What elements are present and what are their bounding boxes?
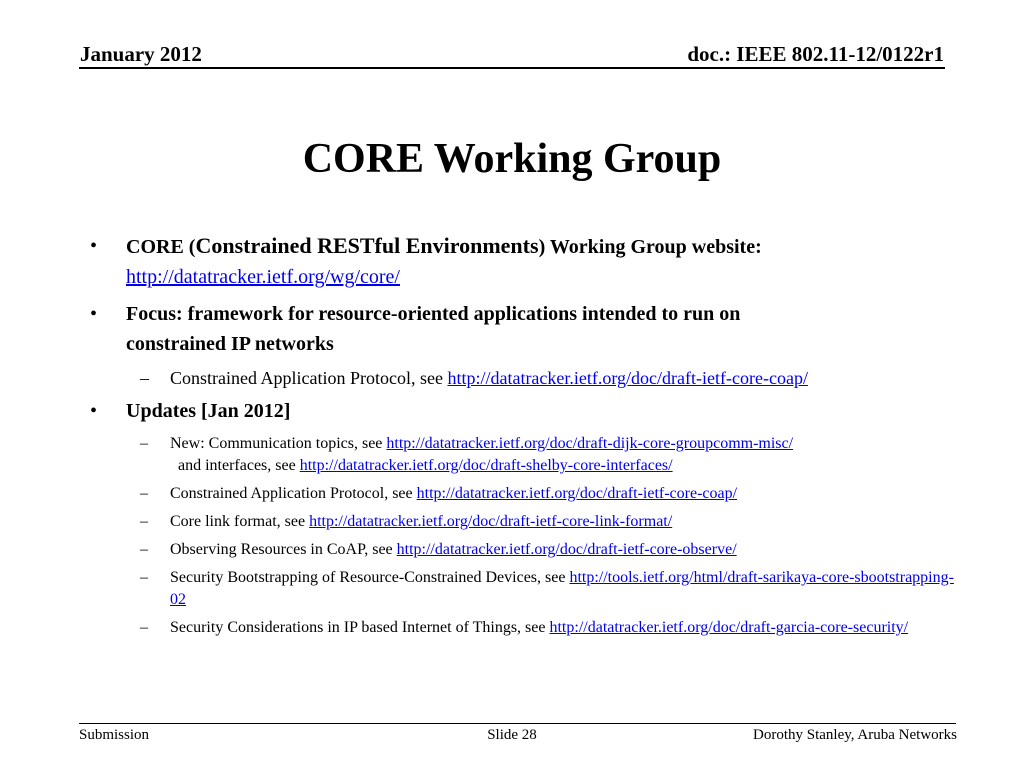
update-text: Security Bootstrapping of Resource-Constrained Devices, see	[170, 569, 570, 586]
dash-marker: –	[140, 569, 148, 586]
bullet-text-prefix: CORE (	[126, 236, 196, 258]
security-draft-link[interactable]: http://datatracker.ietf.org/doc/draft-garcia-core-security/	[549, 619, 909, 636]
footer-slide-number: Slide 28	[487, 727, 537, 743]
bullet-marker: •	[90, 235, 98, 257]
link-format-draft-link[interactable]: http://datatracker.ietf.org/doc/draft-ietf-core-link-format/	[309, 513, 673, 530]
dash-marker: –	[140, 435, 148, 452]
sub-bullet-coap	[134, 366, 960, 391]
dash-marker: –	[140, 485, 148, 502]
sub-bullet-text: Constrained Application Protocol, see	[170, 368, 448, 388]
bullet-marker: •	[90, 303, 98, 325]
update-item-observe	[134, 539, 960, 561]
header-doc-id: doc.: IEEE 802.11-12/0122r1	[687, 42, 944, 66]
dash-marker: –	[140, 619, 148, 636]
update-text: New: Communication topics, see	[170, 435, 387, 452]
update-item-coap	[134, 483, 960, 505]
bullet-core-website	[90, 231, 960, 292]
coap-draft-link[interactable]: http://datatracker.ietf.org/doc/draft-ietf-core-coap/	[447, 368, 808, 388]
header-divider	[79, 67, 945, 69]
slide-title: CORE Working Group	[302, 136, 722, 182]
update-item-bootstrapping	[134, 567, 960, 611]
bootstrapping-draft-link[interactable]: http://tools.ietf.org/html/draft-sarikaya-core-sbootstrapping-02	[170, 569, 954, 608]
update-text-2: and interfaces, see	[170, 457, 300, 474]
update-text: Core link format, see	[170, 513, 310, 530]
dash-marker: –	[140, 513, 148, 530]
bullet-text: Focus: framework for resource-oriented applications intended to run on constrained IP networks	[126, 303, 741, 355]
interfaces-draft-link[interactable]: http://datatracker.ietf.org/doc/draft-shelby-core-interfaces/	[299, 457, 673, 474]
footer-submission: Submission	[79, 727, 150, 743]
footer-author: Dorothy Stanley, Aruba Networks	[753, 727, 957, 743]
coap-draft-link-2[interactable]: http://datatracker.ietf.org/doc/draft-ietf-core-coap/	[416, 485, 738, 502]
update-text: Security Considerations in IP based Internet of Things, see	[170, 619, 550, 636]
slide-body	[90, 231, 960, 645]
core-wg-link[interactable]: http://datatracker.ietf.org/wg/core/	[126, 266, 400, 288]
dash-marker: –	[140, 541, 148, 558]
bullet-text: Updates [Jan 2012]	[126, 400, 291, 422]
bullet-text-expansion: Constrained RESTful Environments	[195, 233, 539, 258]
update-item-groupcomm	[134, 433, 960, 477]
groupcomm-draft-link[interactable]: http://datatracker.ietf.org/doc/draft-dijk-core-groupcomm-misc/	[386, 435, 794, 452]
bullet-marker: •	[90, 400, 98, 422]
observe-draft-link[interactable]: http://datatracker.ietf.org/doc/draft-ietf-core-observe/	[396, 541, 737, 558]
bullet-updates	[90, 396, 960, 426]
header-date: January 2012	[80, 42, 202, 66]
update-text: Constrained Application Protocol, see	[170, 485, 417, 502]
update-text: Observing Resources in CoAP, see	[170, 541, 397, 558]
bullet-focus	[90, 299, 960, 359]
update-item-link-format	[134, 511, 960, 533]
dash-marker: –	[140, 368, 149, 388]
footer-divider	[79, 723, 956, 724]
bullet-text-suffix: ) Working Group website:	[538, 236, 762, 258]
update-item-security	[134, 617, 960, 639]
